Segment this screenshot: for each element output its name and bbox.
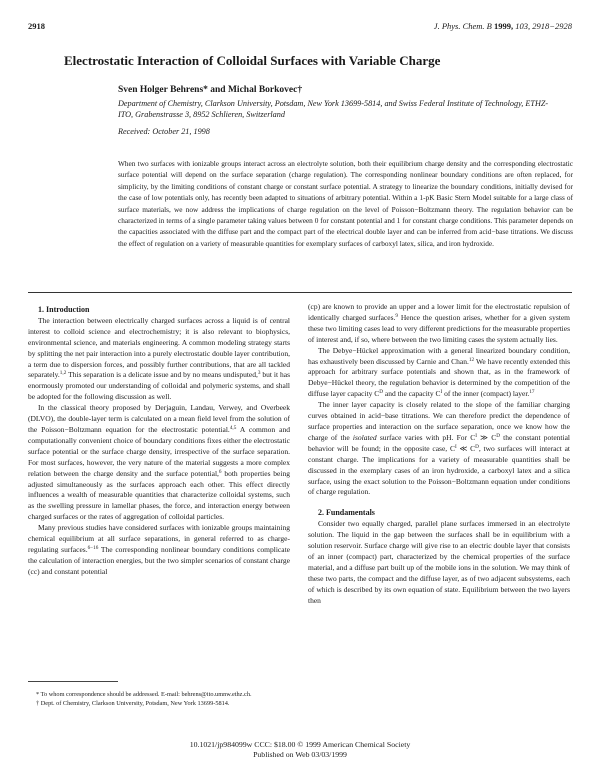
paragraph: Many previous studies have considered surfaces with ionizable groups maintaining chemical equilibrium at all surface separations, in general referred to as charge-regulating surfaces.$^{6-16}$ The corresponding nonlinear boundary conditions complicate the calculation of interaction energies, but the two simpler scenarios of constant charge (cc) and constant potential [28,523,290,576]
citation-ref: 6−16 [87,544,99,551]
paragraph: Consider two equally charged, parallel plane surfaces immersed in an electrolyte solution. The liquid in the gap between the surfaces shall be in equilibrium with a solution reservoir. Surface charge will give rise to an electric double layer that consists of an inner (compact) part, characterized by the chemical properties of the surface material, and a diffuse part built up of the mobile ions in the solution. We may think of these two parts, the compact and the diffuse layer, as of two adjacent subsystems, each of which is described by its own equation of state. Equilibrium between the two layers then [308,519,570,605]
footnote-correspondence: * To whom correspondence should be addressed. E-mail: behrens@ito.umnw.ethz.ch. [36,691,252,698]
publication-date: Published on Web 03/03/1999 [253,750,347,759]
citation-ref: 3 [257,370,261,377]
citation-ref: 1,2 [59,370,67,377]
section-divider [28,292,572,293]
page-number: 2918 [28,21,45,31]
journal-pages: 2918−2928 [532,21,572,31]
journal-volume: 103, [515,21,531,31]
footnote-rule [28,681,118,682]
running-header [28,21,572,35]
section-heading-introduction: 1. Introduction [38,305,90,314]
capacity-superscript: I [440,389,443,396]
citation-ref: 17 [529,389,535,396]
footnotes [28,681,290,708]
page-footer [0,740,600,760]
received-date: Received: October 21, 1998 [118,127,210,136]
capacity-superscript: D [379,389,384,396]
citation-ref: 4,5 [229,424,237,431]
paragraph: The inner layer capacity is closely related to the slope of the familiar charging curves obtained in acid−base titrations. We can therefore predict the dependence of surface properties and interaction on the surface separation, once we know how the charge of the isolated surface varies with pH. For $C^I$ ≫ $C^D$ the constant potential behavior will be found; in the opposite case, $C^I$ ≪ $C^D$, two surfaces will interact at constant charge. The implications for a variety of measurable quantities shall be discussed in the exemplary cases of an iron hydroxide, a carboxyl latex and a silica surface, using the exact solution to the Poisson−Boltzmann equation under conditions of charge regulation. [308,400,570,497]
paragraph: The Debye−Hückel approximation with a general linearized boundary condition, has exhaustively been discussed by Carnie and Chan.$^{12}$ We have recently extended this approach for arbitrary surface potentials and shown that, as in the framework of Debye−Hückel theory, the regulation behavior is determined by the competition of the diffuse layer capacity $C^D$ and the capacity $C^I$ of the inner (compact) layer.$^{17}$ [308,345,570,399]
journal-citation [434,21,572,31]
affiliation: Department of Chemistry, Clarkson University, Potsdam, New York 13699-5814, and Swiss Federal Institute of Technology, ETHZ-ITO, Grabenstrasse 3, 8952 Schlieren, Switzerland [118,99,549,120]
author-list: Sven Holger Behrens* and Michal Borkovec† [118,85,303,95]
abstract: When two surfaces with ionizable groups interact across an electrolyte solution, both their equilibrium charge density and the corresponding electrostatic surface potential will depend on the surface separation (charge regulation). The corresponding nonlinear boundary conditions are often replaced, for simplicity, by the limiting conditions of constant charge or constant surface potential. A strategy to linearize the boundary conditions, initially devised for the case of low potentials only, has recently been adapted to situations of arbitrary potential. Within a 1-pK Basic Stern Model suitable for a large class of surface materials, we now address the implications of charge regulation on the level of Poisson−Boltzmann theory. The regulation behavior can be characterized in terms of a single parameter taking values between 0 for constant potential and 1 for constant charge conditions. This parameter depends on the capacities associated with the diffuse part and the compact part of the electrical double layer and can be inferred from acid−base titrations. We discuss the effect of regulation on a variety of measurable quantities for exemplary surfaces of carboxyl latex, silica, and iron hydroxide. [118,159,573,248]
journal-year: 1999, [494,21,514,31]
journal-name: J. Phys. Chem. B [433,21,492,31]
citation-ref: 9 [395,312,398,319]
left-column [28,305,290,578]
section-heading-fundamentals: 2. Fundamentals [318,508,375,518]
paragraph: (cp) are known to provide an upper and a lower limit for the electrostatic repulsion of identically charged surfaces.$^9$ Hence the question arises, whether for a given system these two limiting cases lead to very different predictions for the measurable properties of interest and, if so, where between the two limiting cases the system actually lies. [308,302,570,344]
footnote-affiliation: † Dept. of Chemistry, Clarkson University, Potsdam, New York 13699-5814. [36,700,230,707]
citation-ref: 12 [468,356,475,363]
doi-copyright: 10.1021/jp984099w CCC: $18.00 © 1999 American Chemical Society [189,740,411,749]
paragraph: In the classical theory proposed by Derjaguin, Landau, Verwey, and Overbeek (DLVO), the double-layer term is calculated on a mean field level from the solution of the Poisson−Boltzmann equation for the electrostatic potential.$^{4,5}$ A common and computationally convenient choice of boundary conditions fixes either the electrostatic surface potential or the surface charge density, irrespective of the surface separation. For most surfaces, however, the very nature of the material suggests a more complex relation between the charge density and the surface potential,$^6$ both properties being adjusted simultaneously as the surfaces approach each other. This effect directly influences a wealth of measurable quantities that characterize colloidal systems, such as the swelling pressure in lamellar phases, the force, and interaction energy between charged surfaces or the rates of aggregation of colloidal particles. [28,403,290,522]
emphasis-isolated: isolated [352,432,377,442]
article-title: Electrostatic Interaction of Colloidal Surfaces with Variable Charge [64,53,441,68]
paragraph: The interaction between electrically charged surfaces across a liquid is of central interest to colloid science and electrochemistry; it is also relevant to biophysics, environmental science, and materials engineering. A common modeling strategy starts by splitting the net pair interaction into a purely electrostatic double layer contribution, a term due to dispersion forces, and possibly further contributions, that are all tackled separately.$^{1,2}$ This separation is a delicate issue and by no means undisputed,$^3$ but it has enormously promoted our understanding of colloidal and polymeric systems, and shall be adopted for the following discussion as well. [28,315,291,402]
right-column [308,302,570,606]
citation-ref: 6 [218,468,222,475]
